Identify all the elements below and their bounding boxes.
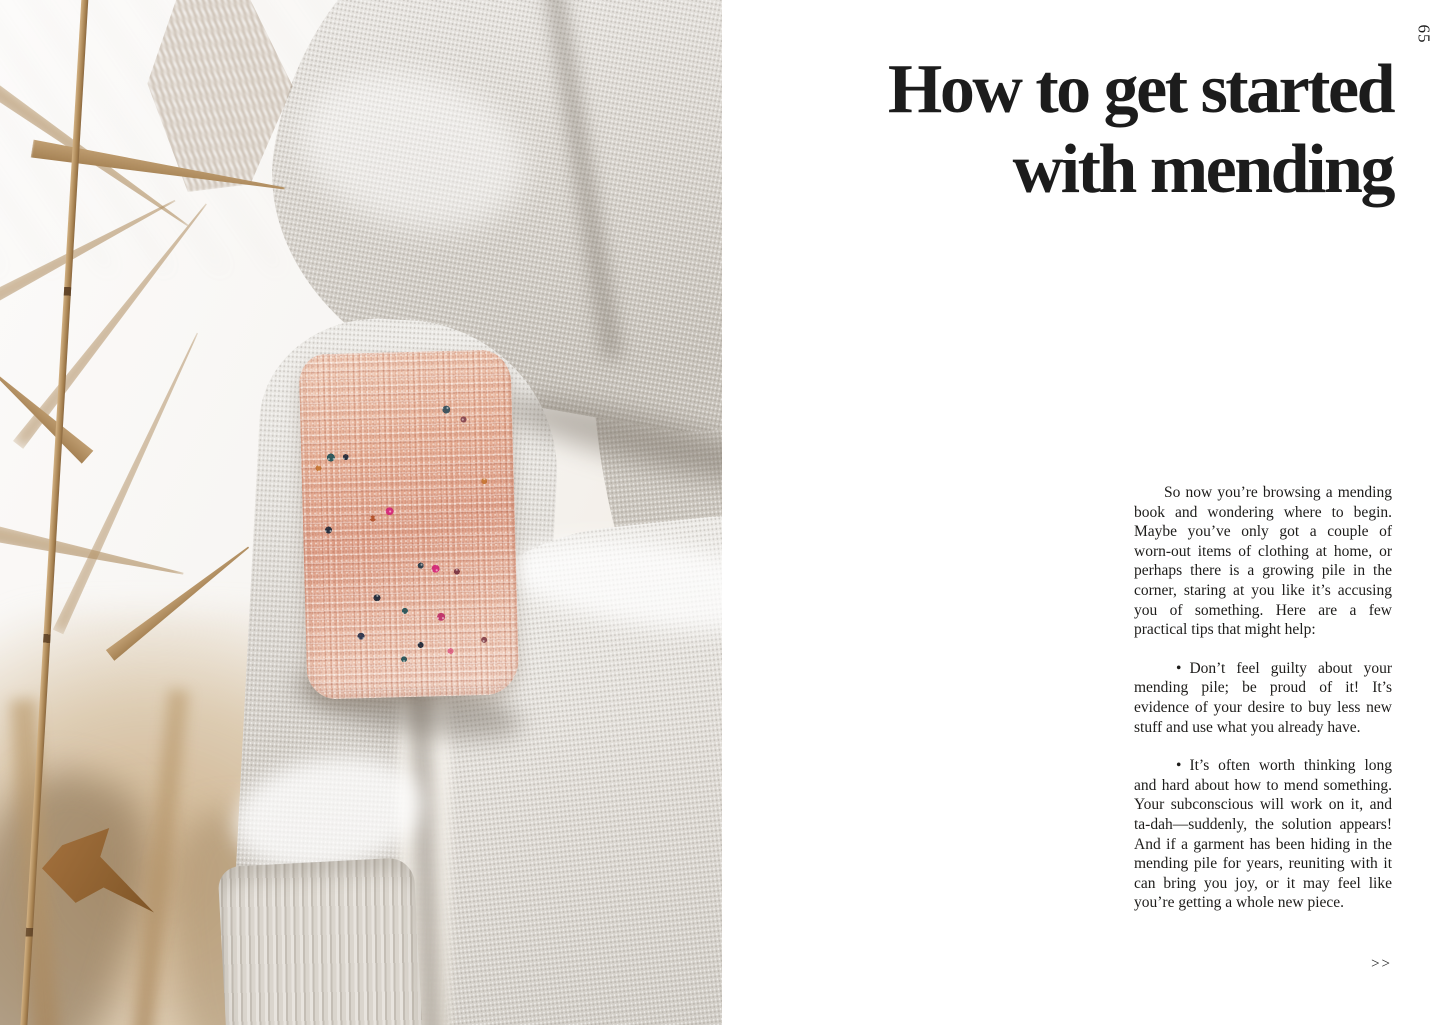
- bullet-icon: •: [1176, 659, 1182, 677]
- page-number: 65: [1414, 24, 1434, 44]
- reed-leaf: [0, 364, 96, 466]
- bullet-text: It’s often worth thinking long and hard about how to mend something. Your subconscious will work on it, and ta-dah—suddenly, the solution appears! And if a garment has been hiding in the mending pile for years, reuniting with it can bring you joy, or it may feel like you’re getting a whole new piece.: [1134, 757, 1392, 912]
- mended-elbow-patch: [299, 349, 520, 699]
- sweater-cuff: [218, 857, 423, 1025]
- bullet-paragraph: [1134, 756, 1392, 913]
- intro-paragraph: So now you’re browsing a mending book and wondering where to begin. Maybe you’ve only got a couple of worn-out items of clothing at home, or perhaps there is a growing pile in the corner, staring at you like it’s accusing you of something. Here are a few practical tips that might help:: [1134, 484, 1392, 639]
- text-page: [722, 0, 1445, 1025]
- chapter-title: [722, 50, 1393, 210]
- continuation-mark: >>: [1371, 956, 1392, 972]
- bullet-icon: •: [1176, 757, 1182, 775]
- blurred-reed-blade: [0, 518, 186, 585]
- body-text-column: [1134, 483, 1392, 913]
- photo-page: [0, 0, 722, 1025]
- title-line-2: with mending: [1012, 131, 1393, 208]
- title-line-1: How to get started: [887, 51, 1393, 128]
- bullet-text: Don’t feel guilty about your mending pile; be proud of it! It’s evidence of your desire to buy less new stuff and use what you already have.: [1134, 659, 1392, 736]
- bullet-paragraph: [1134, 659, 1392, 737]
